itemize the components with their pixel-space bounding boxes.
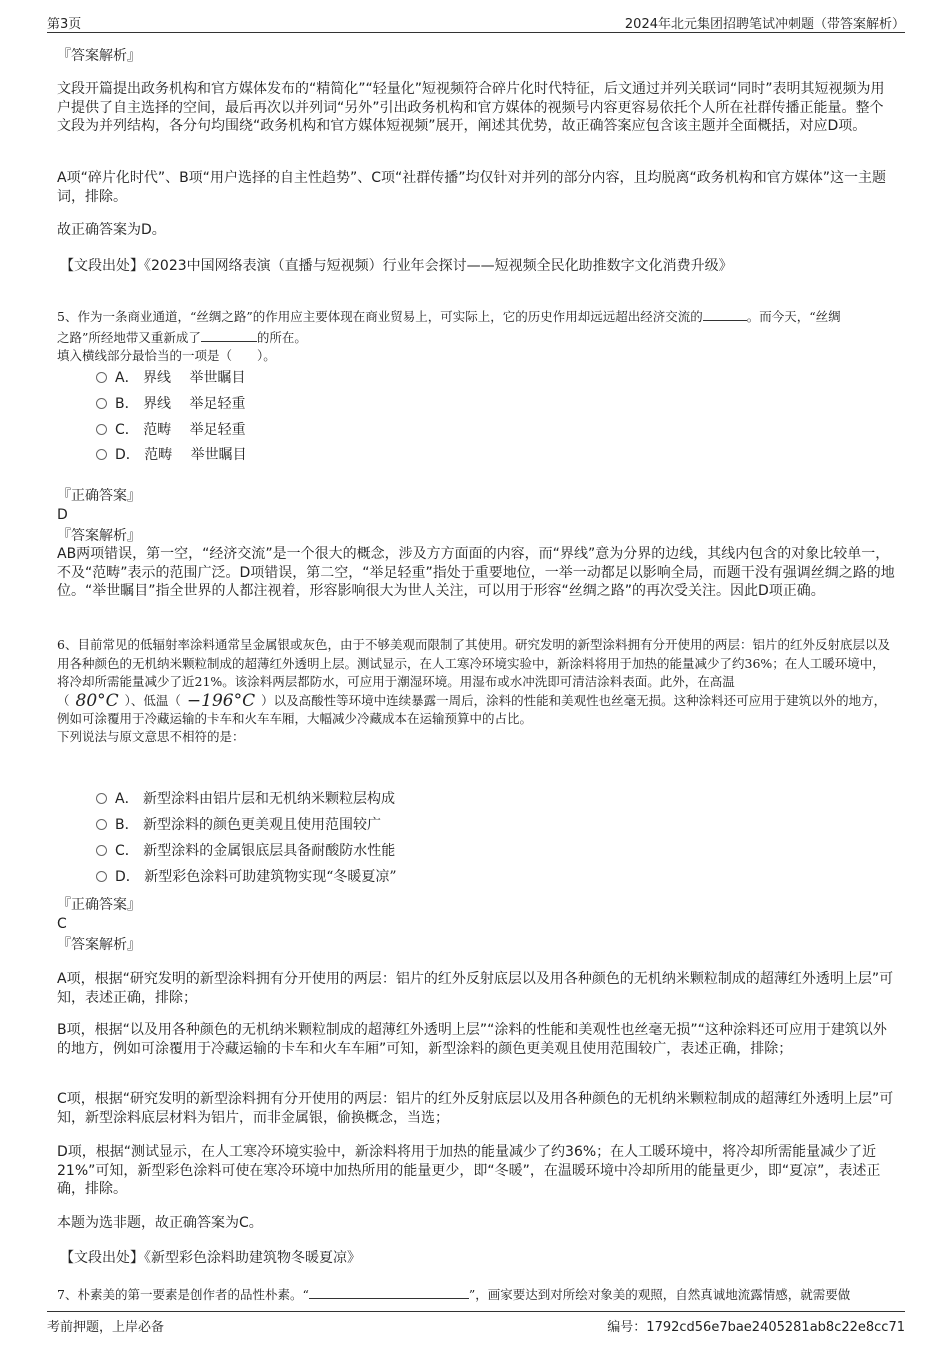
page-header <box>47 10 905 33</box>
page-number: 第3页 <box>47 17 82 32</box>
radio-icon[interactable] <box>96 793 107 804</box>
radio-icon[interactable] <box>96 398 107 409</box>
q6-analysis-c: C项，根据“研究发明的新型涂料拥有分开使用的两层：铝片的红外反射底层以及用各种颜色的无机纳米颗粒制成的超薄红外透明上层”可知，新型涂料底层材料为铝片，而非金属银，偷换概念，当选； <box>57 1091 894 1126</box>
document-title: 2024年北元集团招聘笔试冲刺题（带答案解析） <box>624 17 905 32</box>
q5-option-c[interactable]: C． 范畴 举足轻重 <box>96 420 246 440</box>
q6-analysis-b: B项，根据“以及用各种颜色的无机纳米颗粒制成的超薄红外透明上层”“涂料的性能和美观性也丝毫无损”“这种涂料还可应用于建筑以外的地方，例如可涂覆用于冷藏运输的卡车和火车车厢”可知，新型涂料的颜色更美观且使用范围较广，表述正确，排除； <box>57 1022 887 1057</box>
temp-high: 80°C <box>75 690 119 711</box>
q4-analysis-label: 『答案解析』 <box>57 48 141 64</box>
q6-source: 【文段出处】《新型彩色涂料助建筑物冬暖夏凉》 <box>60 1250 361 1266</box>
q6-stem: 6、目前常见的低辐射率涂料通常呈金属银或灰色，由于不够美观而限制了其使用。研究发明的新型涂料拥有分开使用的两层：铝片的红外反射底层以及用各种颜色的无机纳米颗粒制成的超薄红外透明上层。测试显示，在人工寒冷环境实验中，新涂料将用于加热的能量减少了约36%；在人工暖环境中，将冷却所需能量减少了近21%。该涂料两层都防水，可应用于潮湿环境。用湿布或水冲洗即可清洁涂料表面。此外，在高温 （ 80°C ）、低温（ −196°C ）以及高酸性等环境中连续暴露一周后，涂料的性能和美观性也丝毫无损。这种涂料还可应用于建筑以外的地方，例如可涂覆用于冷藏运输的卡车和火车车厢，大幅减少冷藏成本在运输预算中的占比。 <box>57 637 890 727</box>
footer-slogan: 考前押题，上岸必备 <box>47 1320 165 1335</box>
q6-prompt: 下列说法与原文意思不相符的是： <box>57 729 245 744</box>
document-id: 编号：1792cd56e7bae2405281ab8c22e8cc71 <box>607 1320 905 1335</box>
radio-icon[interactable] <box>96 819 107 830</box>
q6-option-d[interactable]: D． 新型彩色涂料可助建筑物实现“冬暖夏凉” <box>96 867 397 887</box>
page-footer <box>47 1311 905 1334</box>
q6-analysis-d: D项，根据“测试显示，在人工寒冷环境实验中，新涂料将用于加热的能量减少了约36%；在人工暖环境中，将冷却所需能量减少了近21%”可知，新型彩色涂料可使在寒冷环境中加热所用的能量更少，即“冬暖”，在温暖环境中冷却所用的能量更少，即“夏凉”，表述正确，排除。 <box>57 1144 881 1197</box>
q5-stem: 5、作为一条商业通道，“丝绸之路”的作用应主要体现在商业贸易上，可实际上，它的历史作用却远远超出经济交流的 。而今天，“丝绸 之路”所经地带又重新成了 的所在。 填入横线部分最恰当的一项是（ ）。 <box>57 306 897 366</box>
q4-conclusion: 故正确答案为D。 <box>57 222 166 238</box>
q7-blank <box>309 1284 469 1299</box>
radio-icon[interactable] <box>96 372 107 383</box>
q7-stem: 7、朴素美的第一要素是创作者的品性朴素。“ ”，画家要达到对所绘对象美的观照，自然真诚地流露情感，就需要做 <box>57 1284 897 1305</box>
radio-icon[interactable] <box>96 871 107 882</box>
q6-analysis-label: 『答案解析』 <box>57 937 141 953</box>
q4-source: 【文段出处】《2023中国网络表演（直播与短视频）行业年会探讨——短视频全民化助推数字文化消费升级》 <box>60 258 733 274</box>
q6-option-a[interactable]: A． 新型涂料由铝片层和无机纳米颗粒层构成 <box>96 789 395 809</box>
q6-option-c[interactable]: C． 新型涂料的金属银底层具备耐酸防水性能 <box>96 841 395 861</box>
q6-conclusion: 本题为选非题，故正确答案为C。 <box>57 1215 263 1231</box>
q6-answer: C <box>57 916 67 932</box>
q6-analysis-a: A项，根据“研究发明的新型涂料拥有分开使用的两层：铝片的红外反射底层以及用各种颜色的无机纳米颗粒制成的超薄红外透明上层”可知，表述正确，排除； <box>57 971 894 1006</box>
radio-icon[interactable] <box>96 449 107 460</box>
q5-answer: D <box>57 507 68 523</box>
radio-icon[interactable] <box>96 424 107 435</box>
q6-option-b[interactable]: B． 新型涂料的颜色更美观且使用范围较广 <box>96 815 381 835</box>
q5-option-d[interactable]: D． 范畴 举世瞩目 <box>96 445 247 465</box>
q4-analysis-para1: 文段开篇提出政务机构和官方媒体发布的“精简化”“轻量化”短视频符合碎片化时代特征，后文通过并列关联词“同时”表明其短视频为用户提供了自主选择的空间，最后再次以并列词“另外”引出政务机构和官方媒体的视频号内容更容易依托个人所在社群传播正能量。整个文段为并列结构，各分句均围绕“政务机构和官方媒体短视频”展开，阐述其优势，故正确答案应包含该主题并全面概括，对应D项。 <box>57 81 885 134</box>
q5-analysis-label: 『答案解析』 <box>57 528 141 544</box>
q5-answer-label: 『正确答案』 <box>57 488 141 504</box>
q5-blank-1 <box>703 306 747 321</box>
q5-analysis: AB两项错误，第一空，“经济交流”是一个很大的概念，涉及方方面面的内容，而“界线”意为分界的边线，其线内包含的对象比较单一，不及“范畴”表示的范围广泛。D项错误，第二空，“举足轻重”指处于重要地位，一举一动都足以影响全局，而题干没有强调丝绸之路的地位。“举世瞩目”指全世界的人都注视着，形容影响很大为世人关注，可以用于形容“丝绸之路”的再次受关注。因此D项正确。 <box>57 546 895 599</box>
q4-analysis-para2: A项“碎片化时代”、B项“用户选择的自主性趋势”、C项“社群传播”均仅针对并列的部分内容，且均脱离“政务机构和官方媒体”这一主题词，排除。 <box>57 170 886 205</box>
q5-option-b[interactable]: B． 界线 举足轻重 <box>96 394 246 414</box>
temp-low: −196°C <box>186 690 256 711</box>
q5-option-a[interactable]: A． 界线 举世瞩目 <box>96 368 245 388</box>
q6-answer-label: 『正确答案』 <box>57 897 141 913</box>
q5-blank-2 <box>201 327 257 342</box>
radio-icon[interactable] <box>96 845 107 856</box>
